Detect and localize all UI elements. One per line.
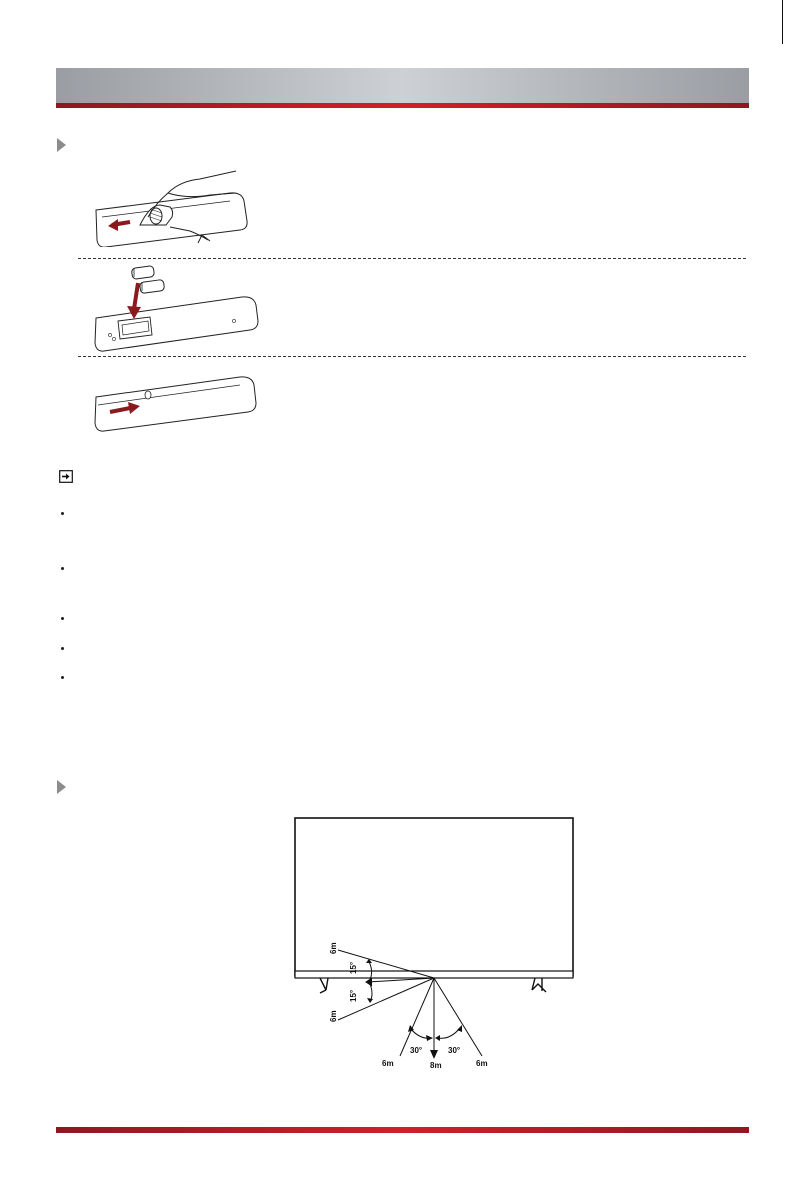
- header-red-rule: [56, 103, 749, 108]
- divider: [78, 356, 746, 357]
- section-arrow-icon: [57, 780, 66, 794]
- list-bullet: [61, 567, 64, 570]
- angle-label: 15°: [349, 989, 358, 1002]
- tv-stand-left: [320, 978, 328, 993]
- list-bullet: [61, 512, 64, 515]
- remove-battery-cover-illustration: [90, 165, 250, 247]
- list-bullet: [61, 676, 64, 679]
- range-label: 6m: [329, 942, 338, 954]
- range-label: 6m: [382, 1059, 394, 1068]
- remote-range-diagram: [280, 810, 580, 1075]
- range-label: 8m: [430, 1061, 442, 1070]
- angle-label: 15°: [349, 961, 358, 974]
- replace-battery-cover-illustration: [90, 365, 260, 435]
- crop-mark: [782, 0, 783, 44]
- note-icon: [59, 470, 73, 483]
- angle-label: 30°: [410, 1046, 423, 1055]
- divider: [78, 258, 746, 259]
- range-label: 6m: [329, 1010, 338, 1022]
- range-label: 6m: [476, 1059, 488, 1068]
- section-arrow-icon: [57, 138, 66, 152]
- footer-red-rule: [56, 1127, 749, 1133]
- angle-label: 30°: [448, 1046, 461, 1055]
- insert-batteries-illustration: [90, 263, 260, 355]
- tv-stand-right: [532, 978, 546, 992]
- list-bullet: [61, 647, 64, 650]
- page-header-bar: [56, 68, 749, 104]
- list-bullet: [61, 617, 64, 620]
